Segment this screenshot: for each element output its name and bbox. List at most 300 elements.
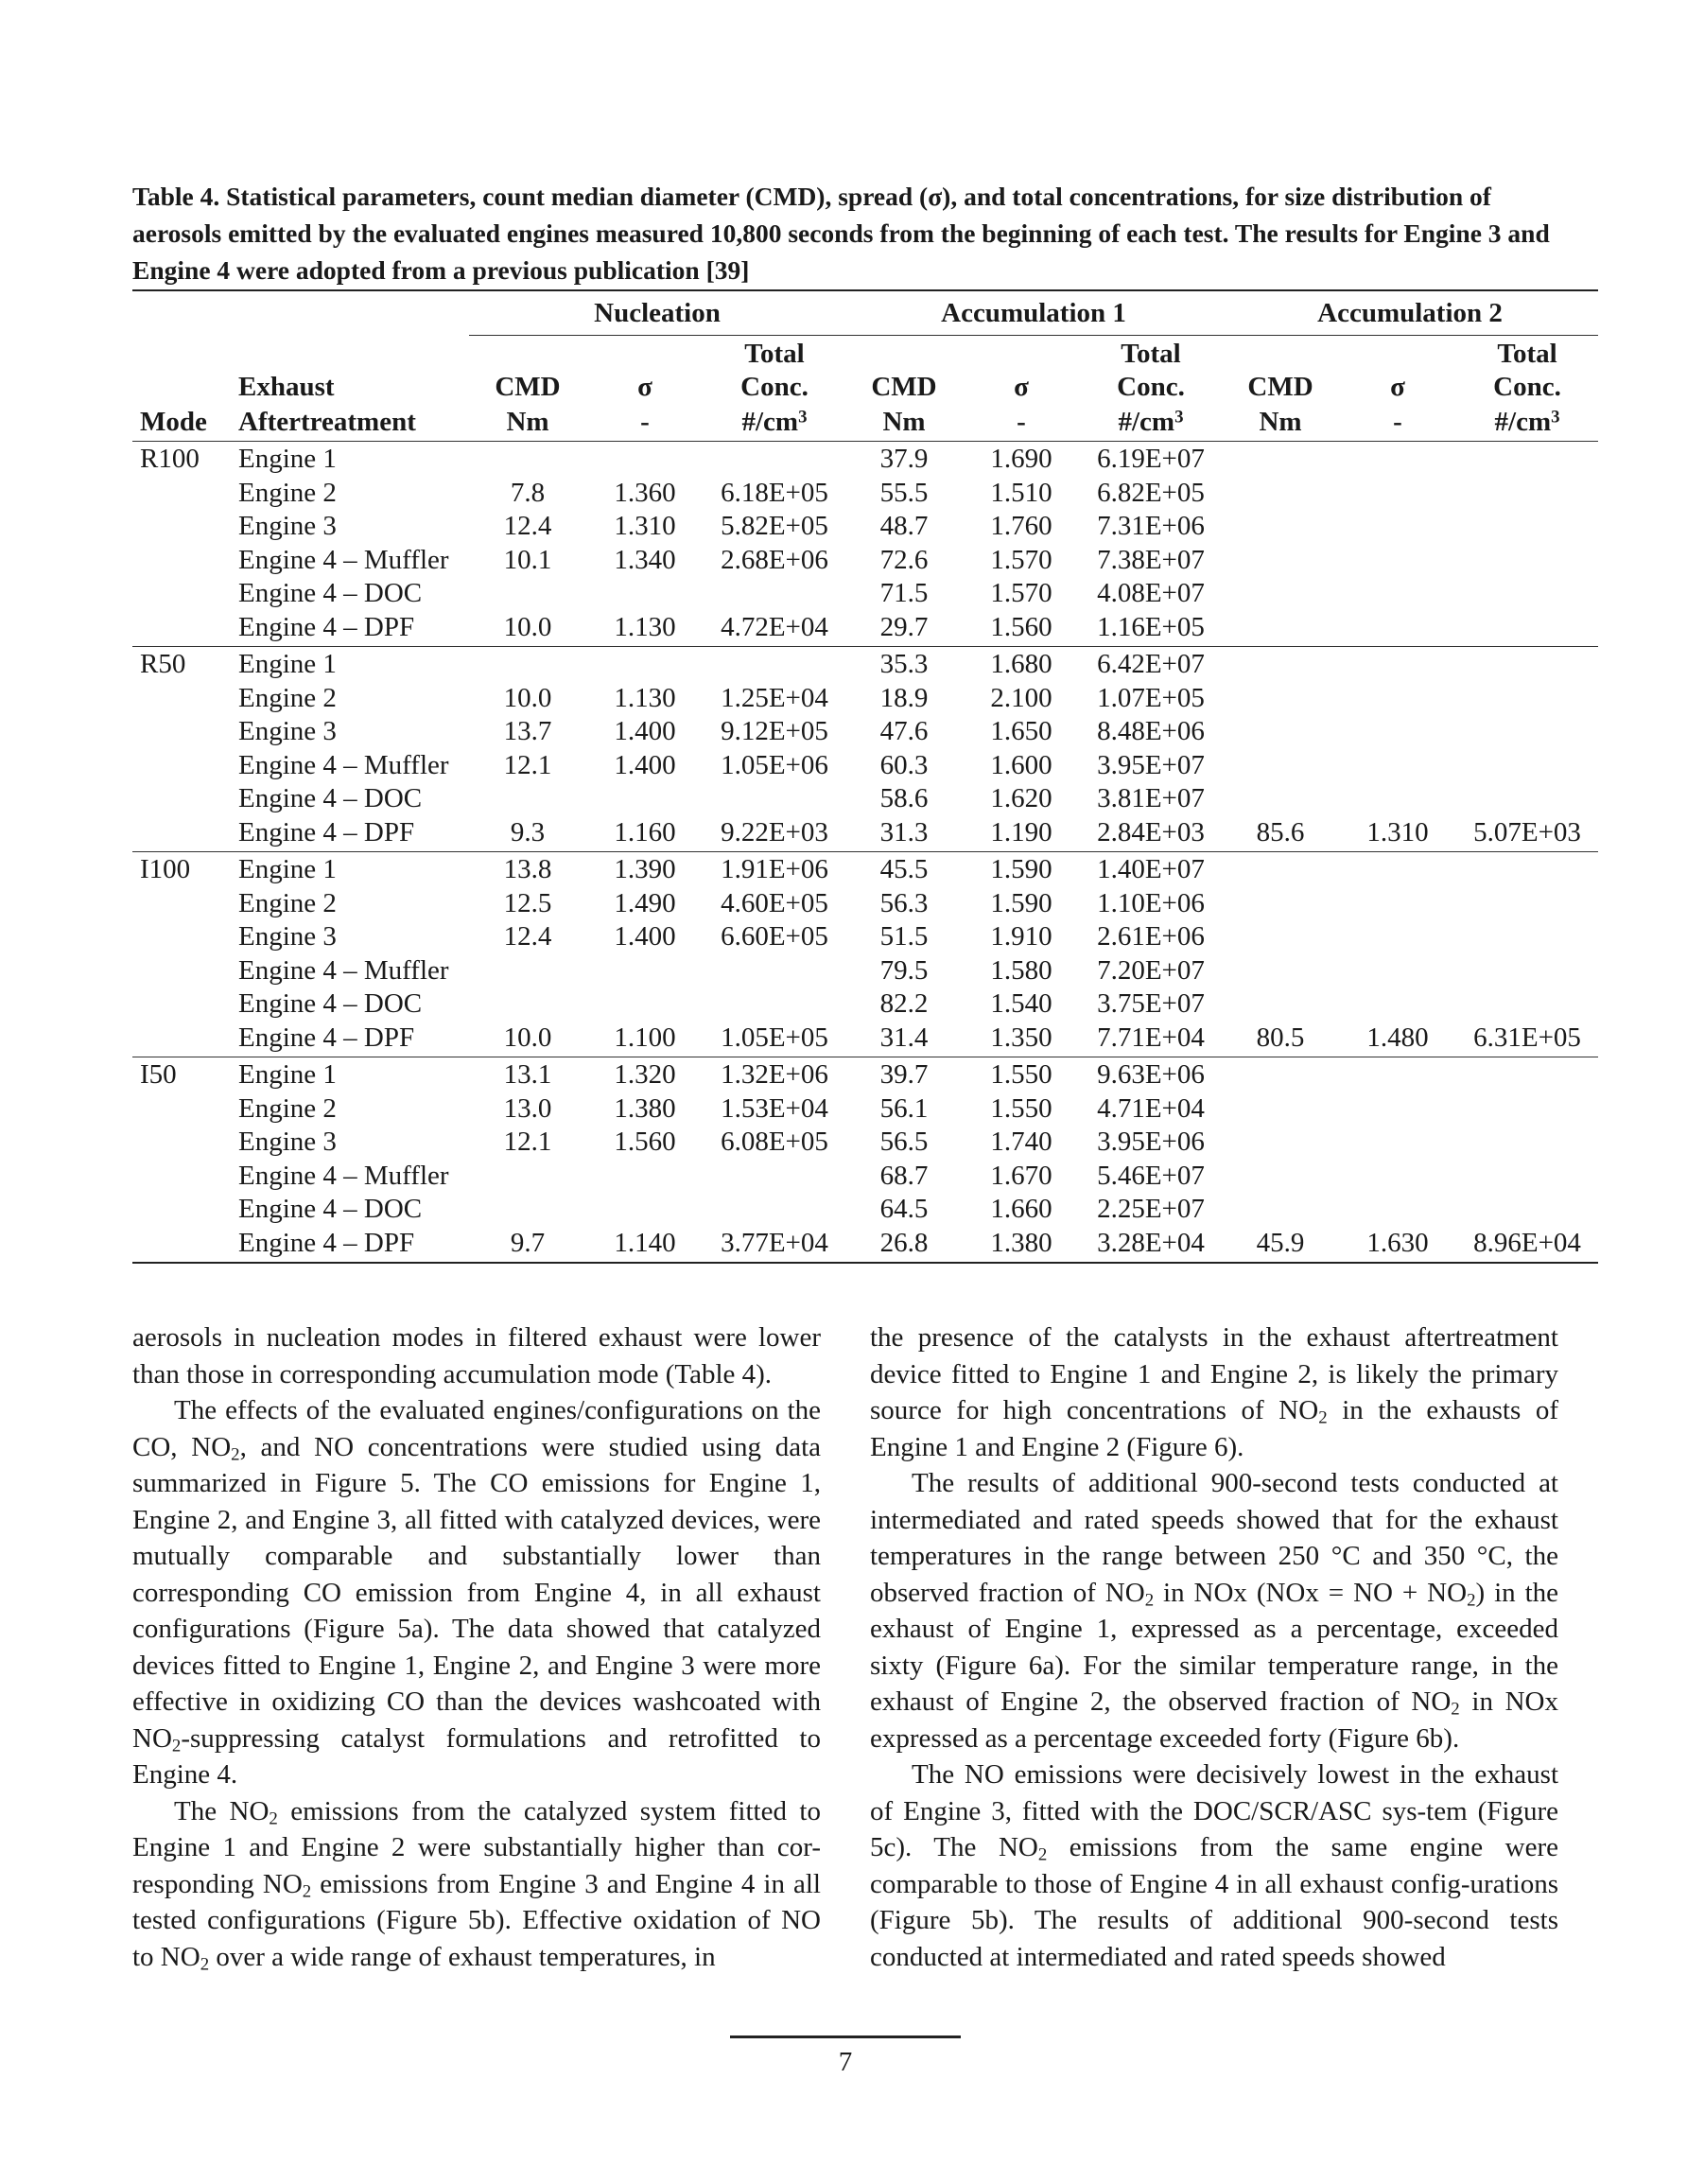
subscript: 2 — [1318, 1407, 1328, 1428]
value-cell: 37.9 — [845, 442, 963, 477]
value-cell — [1222, 749, 1339, 783]
value-cell: 31.4 — [879, 1022, 929, 1053]
value-cell: 13.0 — [503, 1092, 552, 1124]
value-cell — [1339, 954, 1456, 988]
value-cell — [469, 987, 586, 1022]
value-cell — [1456, 577, 1598, 611]
value-cell: 1.25E+04 — [721, 682, 828, 713]
value-cell — [1222, 544, 1339, 578]
table-row — [132, 1193, 1598, 1227]
value-cell — [1456, 887, 1598, 921]
unit-dash: - — [586, 403, 704, 442]
value-cell: 1.910 — [990, 921, 1052, 952]
subscript: 2 — [200, 1954, 210, 1975]
value-cell — [1339, 852, 1456, 887]
value-cell: 1.40E+07 — [1080, 852, 1222, 887]
footer-rule — [730, 2035, 961, 2038]
value-cell: 2.84E+03 — [1097, 816, 1205, 847]
text-run: -suppressing catalyst formulations and retrofitted to Engine 4. — [132, 1722, 821, 1790]
value-cell: 85.6 — [1256, 816, 1305, 847]
value-cell — [1456, 852, 1598, 887]
value-cell — [1456, 1193, 1598, 1227]
value-cell: 1.620 — [990, 783, 1052, 813]
value-cell — [704, 442, 845, 477]
value-cell: 1.380 — [614, 1092, 676, 1124]
subscript: 2 — [1451, 1699, 1460, 1720]
value-cell: 1.16E+05 — [1097, 611, 1205, 642]
aftertreatment-cell: Engine 4 – DOC — [238, 783, 423, 813]
value-cell: 56.3 — [879, 887, 929, 918]
subscript: 2 — [1467, 1590, 1476, 1611]
value-cell: 10.1 — [503, 544, 552, 575]
value-cell: 1.390 — [586, 852, 704, 887]
value-cell: 1.190 — [990, 816, 1052, 847]
value-cell: 7.20E+07 — [1097, 954, 1205, 986]
value-cell — [1456, 1092, 1598, 1127]
value-cell — [704, 577, 845, 611]
unit-dash: - — [1339, 403, 1456, 442]
value-cell: 45.5 — [845, 852, 963, 887]
value-cell — [1339, 782, 1456, 816]
value-cell: 55.5 — [879, 477, 929, 508]
value-cell — [1456, 544, 1598, 578]
value-cell: 9.3 — [510, 816, 546, 847]
value-cell: 1.380 — [990, 1227, 1052, 1258]
value-cell — [1222, 682, 1339, 716]
aftertreatment-cell: Engine 2 — [238, 1092, 337, 1124]
value-cell — [704, 782, 845, 816]
value-cell — [1339, 611, 1456, 647]
value-cell: 9.12E+05 — [721, 716, 828, 746]
mode-cell-empty — [132, 544, 231, 578]
value-cell — [469, 782, 586, 816]
value-cell — [1339, 715, 1456, 749]
value-cell — [1456, 647, 1598, 682]
value-cell: 31.3 — [879, 816, 929, 847]
value-cell: 1.600 — [990, 749, 1052, 780]
text-run: in NOx expressed as a percentage exceeded forty (Figure 6b). — [870, 1686, 1558, 1754]
value-cell: 7.8 — [510, 477, 546, 508]
aftertreatment-cell: Engine 4 – Muffler — [238, 749, 449, 780]
aftertreatment-cell: Engine 1 — [231, 852, 469, 887]
value-cell: 6.08E+05 — [721, 1127, 828, 1157]
statistics-table — [132, 289, 1598, 1264]
value-cell: 6.82E+05 — [1097, 477, 1205, 508]
text-run: The results of additional 900-second tests conducted at intermediated and rated speeds showed that for the exhaust temperatures in the range between 250 °C and 350 °C, the observed fraction of NO — [870, 1468, 1558, 1608]
value-cell — [1222, 954, 1339, 988]
value-cell: 56.5 — [879, 1127, 929, 1157]
table-row — [132, 887, 1598, 921]
value-cell — [1456, 442, 1598, 477]
value-cell — [586, 442, 704, 477]
value-cell: 79.5 — [879, 954, 929, 986]
text-run: emissions from the same engine were comparable to those of Engine 4 in all exhaust config-urations (Figure 5b). The results of additional 900-second tests conducted at intermediated and rated speeds showed — [870, 1832, 1558, 1972]
value-cell — [1339, 477, 1456, 511]
value-cell: 2.61E+06 — [1097, 921, 1205, 952]
col-header-conc: Conc. — [740, 372, 809, 402]
col-header-mode: Mode — [132, 403, 231, 442]
value-cell: 5.07E+03 — [1473, 816, 1581, 847]
value-cell: 1.550 — [990, 1092, 1052, 1124]
value-cell: 1.560 — [614, 1127, 676, 1157]
value-cell: 47.6 — [879, 716, 929, 746]
mode-cell-empty — [132, 577, 231, 611]
value-cell — [1339, 647, 1456, 682]
value-cell: 56.1 — [879, 1092, 929, 1124]
value-cell: 1.480 — [1366, 1022, 1429, 1053]
value-cell: 1.360 — [614, 477, 676, 508]
value-cell — [586, 782, 704, 816]
value-cell — [1222, 577, 1339, 611]
mode-cell-empty — [132, 715, 231, 749]
mode-cell: I100 — [132, 852, 231, 887]
value-cell — [704, 987, 845, 1022]
mode-cell-empty — [132, 782, 231, 816]
col-header-total: Total — [744, 338, 805, 369]
value-cell: 1.490 — [614, 887, 676, 918]
value-cell — [1339, 920, 1456, 954]
value-cell: 1.310 — [614, 511, 676, 541]
body-paragraph — [870, 1756, 1558, 1975]
value-cell — [586, 647, 704, 682]
value-cell — [586, 1160, 704, 1194]
table-row — [132, 1227, 1598, 1264]
subscript: 2 — [1037, 1844, 1048, 1865]
value-cell — [469, 954, 586, 988]
mode-cell-empty — [132, 816, 231, 852]
subscript: 2 — [171, 1736, 182, 1756]
value-cell: 45.9 — [1256, 1227, 1305, 1258]
value-cell — [1456, 510, 1598, 544]
value-cell: 1.91E+06 — [704, 852, 845, 887]
unit-dash: - — [963, 403, 1080, 442]
value-cell — [1456, 715, 1598, 749]
col-header-sigma: σ — [1014, 372, 1029, 402]
aftertreatment-cell: Engine 4 – Muffler — [238, 1160, 449, 1191]
aftertreatment-cell: Engine 4 – DPF — [238, 1022, 415, 1053]
value-cell: 80.5 — [1256, 1022, 1305, 1053]
value-cell: 13.8 — [469, 852, 586, 887]
value-cell: 1.570 — [990, 578, 1052, 608]
value-cell: 7.31E+06 — [1097, 511, 1205, 541]
value-cell — [704, 954, 845, 988]
value-cell: 13.7 — [503, 716, 552, 746]
text-run: over a wide range of exhaust temperatures, in — [209, 1941, 716, 1972]
value-cell — [1222, 442, 1339, 477]
mode-cell: R100 — [132, 442, 231, 477]
value-cell: 3.28E+04 — [1097, 1227, 1205, 1258]
unit-nm: Nm — [845, 403, 963, 442]
value-cell: 60.3 — [879, 749, 929, 780]
value-cell — [1339, 544, 1456, 578]
subscript: 2 — [231, 1444, 240, 1465]
text-run: , and NO concentrations were studied using data summarized in Figure 5. The CO emissions for Engine 1, Engine 2, and Engine 3, all fitted with catalyzed devices, were mutually comparable and substantially lower than corresponding CO emission from Engine 4, in all exhaust configurations (Figure 5a). The data showed that catalyzed devices fitted to Engine 1, Engine 2, and Engine 3 were more effective in oxidizing CO than the devices washcoated with NO — [132, 1431, 822, 1754]
value-cell — [1222, 510, 1339, 544]
value-cell: 1.590 — [990, 887, 1052, 918]
table-row — [132, 442, 1598, 477]
col-header-cmd: CMD — [495, 372, 561, 402]
aftertreatment-cell: Engine 4 – DOC — [238, 1194, 423, 1224]
subscript: 2 — [302, 1881, 312, 1902]
value-cell: 82.2 — [879, 988, 929, 1019]
value-cell: 3.75E+07 — [1097, 988, 1205, 1019]
value-cell — [1222, 715, 1339, 749]
value-cell — [1456, 611, 1598, 647]
value-cell — [1456, 920, 1598, 954]
aftertreatment-cell: Engine 2 — [238, 682, 337, 713]
value-cell: 5.82E+05 — [721, 511, 828, 541]
value-cell: 6.60E+05 — [721, 921, 828, 952]
value-cell: 1.310 — [1366, 816, 1429, 847]
body-column-left — [132, 1319, 821, 1975]
mode-cell-empty — [132, 682, 231, 716]
value-cell: 7.38E+07 — [1097, 544, 1205, 575]
value-cell: 1.160 — [614, 816, 676, 847]
value-cell — [1339, 1126, 1456, 1160]
value-cell: 1.05E+06 — [721, 749, 828, 780]
col-header-cmd: CMD — [1247, 372, 1313, 402]
table-row — [132, 954, 1598, 988]
value-cell: 1.590 — [963, 852, 1080, 887]
text-run: the presence of the catalysts in the exhaust aftertreatment device fitted to Engine 1 and Engine 2, is likely the primary source for high concentrations of NO — [870, 1322, 1558, 1425]
value-cell: 71.5 — [879, 578, 929, 608]
unit-nm: Nm — [1222, 403, 1339, 442]
value-cell — [1222, 852, 1339, 887]
value-cell: 1.760 — [990, 511, 1052, 541]
value-cell: 6.18E+05 — [721, 477, 828, 508]
mode-cell-empty — [132, 1022, 231, 1057]
table-row — [132, 749, 1598, 783]
table-row — [132, 510, 1598, 544]
value-cell — [1222, 1193, 1339, 1227]
value-cell: 5.46E+07 — [1097, 1160, 1205, 1191]
value-cell — [1456, 1057, 1598, 1092]
col-header-exhaust: Exhaust — [238, 372, 335, 402]
value-cell: 1.630 — [1366, 1227, 1429, 1258]
group-header-accumulation-2: Accumulation 2 — [1222, 290, 1598, 336]
body-paragraph — [132, 1793, 821, 1976]
value-cell: 1.680 — [963, 647, 1080, 682]
value-cell — [1456, 1160, 1598, 1194]
mode-cell-empty — [132, 987, 231, 1022]
value-cell: 1.340 — [614, 544, 676, 575]
value-cell: 9.22E+03 — [721, 816, 828, 847]
value-cell: 58.6 — [879, 783, 929, 813]
table-row — [132, 1126, 1598, 1160]
value-cell — [1456, 954, 1598, 988]
aftertreatment-cell: Engine 4 – DPF — [238, 611, 415, 642]
table-caption: Table 4. Statistical parameters, count median diameter (CMD), spread (σ), and total concentrations, for size distribution of aerosols emitted by the evaluated engines measured 10,800 seconds from the beginning of each test. The results for Engine 3 and Engine 4 were adopted from a previous publication [39] — [132, 182, 1550, 285]
value-cell: 2.68E+06 — [721, 544, 828, 575]
value-cell — [586, 987, 704, 1022]
mode-cell-empty — [132, 1160, 231, 1194]
value-cell: 1.53E+04 — [721, 1092, 828, 1124]
value-cell: 35.3 — [845, 647, 963, 682]
table-row — [132, 782, 1598, 816]
value-cell — [1456, 477, 1598, 511]
value-cell: 2.100 — [990, 682, 1052, 713]
value-cell: 1.350 — [990, 1022, 1052, 1053]
value-cell: 1.560 — [990, 611, 1052, 642]
body-column-right — [870, 1319, 1558, 1975]
value-cell: 29.7 — [879, 611, 929, 642]
value-cell: 6.31E+05 — [1473, 1022, 1581, 1053]
value-cell: 12.5 — [503, 887, 552, 918]
value-cell — [1339, 749, 1456, 783]
value-cell — [1339, 682, 1456, 716]
aftertreatment-cell: Engine 3 — [238, 1127, 337, 1157]
value-cell — [1339, 442, 1456, 477]
text-run: emissions from Engine 3 and Engine 4 in all tested configurations (Figure 5b). Effective oxidation of NO to NO — [132, 1868, 821, 1972]
body-paragraph — [870, 1319, 1558, 1465]
value-cell — [1222, 611, 1339, 647]
value-cell: 1.540 — [990, 988, 1052, 1019]
value-cell: 10.0 — [503, 682, 552, 713]
value-cell: 9.63E+06 — [1080, 1057, 1222, 1092]
text-run: emissions from the catalyzed system fitted to Engine 1 and Engine 2 were substantially higher than cor-responding NO — [132, 1795, 821, 1899]
table-row — [132, 1022, 1598, 1057]
unit-nm: Nm — [469, 403, 586, 442]
value-cell: 1.400 — [614, 921, 676, 952]
value-cell: 39.7 — [845, 1057, 963, 1092]
value-cell: 1.100 — [614, 1022, 676, 1053]
value-cell — [1222, 887, 1339, 921]
table-row — [132, 816, 1598, 852]
value-cell: 1.32E+06 — [704, 1057, 845, 1092]
col-header-aftertreatment: Aftertreatment — [231, 403, 469, 442]
mode-cell: R50 — [132, 647, 231, 682]
aftertreatment-cell: Engine 2 — [238, 887, 337, 918]
mode-group-i50 — [132, 1057, 1598, 1264]
value-cell: 12.4 — [503, 921, 552, 952]
aftertreatment-cell: Engine 1 — [231, 442, 469, 477]
value-cell: 13.1 — [469, 1057, 586, 1092]
text-run: The effects of the evaluated engines/configurations on the CO, NO — [132, 1395, 821, 1462]
unit-conc: $\#/cm^3$ — [1456, 403, 1598, 442]
value-cell: 68.7 — [879, 1160, 929, 1191]
value-cell — [1222, 1092, 1339, 1127]
value-cell: 12.4 — [503, 511, 552, 541]
mode-cell-empty — [132, 611, 231, 647]
value-cell: 10.0 — [503, 1022, 552, 1053]
aftertreatment-cell: Engine 3 — [238, 921, 337, 952]
text-run: ) in the exhaust of Engine 1, expressed as a percentage, exceeded sixty (Figure 6a). For the similar temperature range, in the exhaust of Engine 2, the observed fraction of NO — [870, 1577, 1558, 1717]
table-row — [132, 577, 1598, 611]
mode-group-r50 — [132, 647, 1598, 852]
text-run: in NOx (NOx = NO + NO — [1154, 1577, 1468, 1608]
value-cell: 3.81E+07 — [1097, 783, 1205, 813]
value-cell: 1.670 — [990, 1160, 1052, 1191]
aftertreatment-cell: Engine 3 — [238, 511, 337, 541]
mode-cell-empty — [132, 1126, 231, 1160]
mode-cell-empty — [132, 887, 231, 921]
value-cell: 3.95E+07 — [1097, 749, 1205, 780]
col-header-cmd: CMD — [871, 372, 937, 402]
value-cell: 51.5 — [879, 921, 929, 952]
text-run: The NO emissions were decisively lowest in the exhaust of Engine 3, fitted with the DOC/SCR/ASC sys-tem (Figure 5c). The NO — [870, 1759, 1558, 1862]
value-cell: 1.140 — [614, 1227, 676, 1258]
value-cell — [1222, 782, 1339, 816]
value-cell — [1456, 782, 1598, 816]
value-cell: 1.740 — [990, 1127, 1052, 1157]
value-cell — [586, 1193, 704, 1227]
value-cell — [704, 1160, 845, 1194]
aftertreatment-cell: Engine 1 — [231, 647, 469, 682]
value-cell: 8.96E+04 — [1473, 1227, 1581, 1258]
value-cell — [1339, 577, 1456, 611]
value-cell: 9.7 — [510, 1227, 546, 1258]
value-cell: 12.1 — [503, 1127, 552, 1157]
value-cell — [704, 647, 845, 682]
value-cell: 1.05E+05 — [721, 1022, 828, 1053]
value-cell: 1.580 — [990, 954, 1052, 986]
aftertreatment-cell: Engine 1 — [231, 1057, 469, 1092]
text-run: The NO — [174, 1795, 270, 1826]
value-cell: 4.72E+04 — [721, 611, 828, 642]
mode-cell-empty — [132, 920, 231, 954]
value-cell: 1.510 — [990, 477, 1052, 508]
value-cell: 1.650 — [990, 716, 1052, 746]
value-cell — [1456, 1126, 1598, 1160]
table-header — [132, 290, 1598, 442]
mode-cell-empty — [132, 510, 231, 544]
aftertreatment-cell: Engine 3 — [238, 716, 337, 746]
table-row — [132, 1057, 1598, 1092]
mode-cell: I50 — [132, 1057, 231, 1092]
value-cell: 1.690 — [963, 442, 1080, 477]
value-cell: 64.5 — [879, 1194, 929, 1224]
value-cell — [469, 1160, 586, 1194]
aftertreatment-cell: Engine 4 – DPF — [238, 816, 415, 847]
value-cell: 1.320 — [586, 1057, 704, 1092]
group-header-nucleation: Nucleation — [469, 290, 845, 336]
value-cell — [1339, 1193, 1456, 1227]
mode-cell-empty — [132, 1193, 231, 1227]
value-cell: 6.19E+07 — [1080, 442, 1222, 477]
value-cell — [1222, 920, 1339, 954]
page-number: 7 — [838, 2047, 853, 2077]
value-cell: 3.95E+06 — [1097, 1127, 1205, 1157]
value-cell: 1.550 — [963, 1057, 1080, 1092]
value-cell — [1222, 647, 1339, 682]
aftertreatment-cell: Engine 2 — [238, 477, 337, 508]
value-cell — [1456, 749, 1598, 783]
unit-conc: $\#/cm^3$ — [704, 403, 845, 442]
value-cell — [586, 577, 704, 611]
value-cell: 1.400 — [614, 716, 676, 746]
col-header-conc: Conc. — [1493, 372, 1561, 402]
value-cell — [469, 442, 586, 477]
value-cell: 6.42E+07 — [1080, 647, 1222, 682]
col-header-sigma: σ — [1390, 372, 1405, 402]
mode-cell-empty — [132, 954, 231, 988]
value-cell — [1339, 987, 1456, 1022]
value-cell: 7.71E+04 — [1097, 1022, 1205, 1053]
value-cell: 3.77E+04 — [721, 1227, 828, 1258]
value-cell — [1339, 1057, 1456, 1092]
value-cell: 8.48E+06 — [1097, 716, 1205, 746]
mode-cell-empty — [132, 477, 231, 511]
col-header-total: Total — [1497, 338, 1557, 369]
value-cell: 1.130 — [614, 611, 676, 642]
value-cell — [1222, 1160, 1339, 1194]
value-cell — [469, 577, 586, 611]
aftertreatment-cell: Engine 4 – DPF — [238, 1227, 415, 1258]
value-cell: 1.10E+06 — [1097, 887, 1205, 918]
value-cell — [469, 647, 586, 682]
value-cell: 1.07E+05 — [1097, 682, 1205, 713]
aftertreatment-cell: Engine 4 – DOC — [238, 578, 423, 608]
